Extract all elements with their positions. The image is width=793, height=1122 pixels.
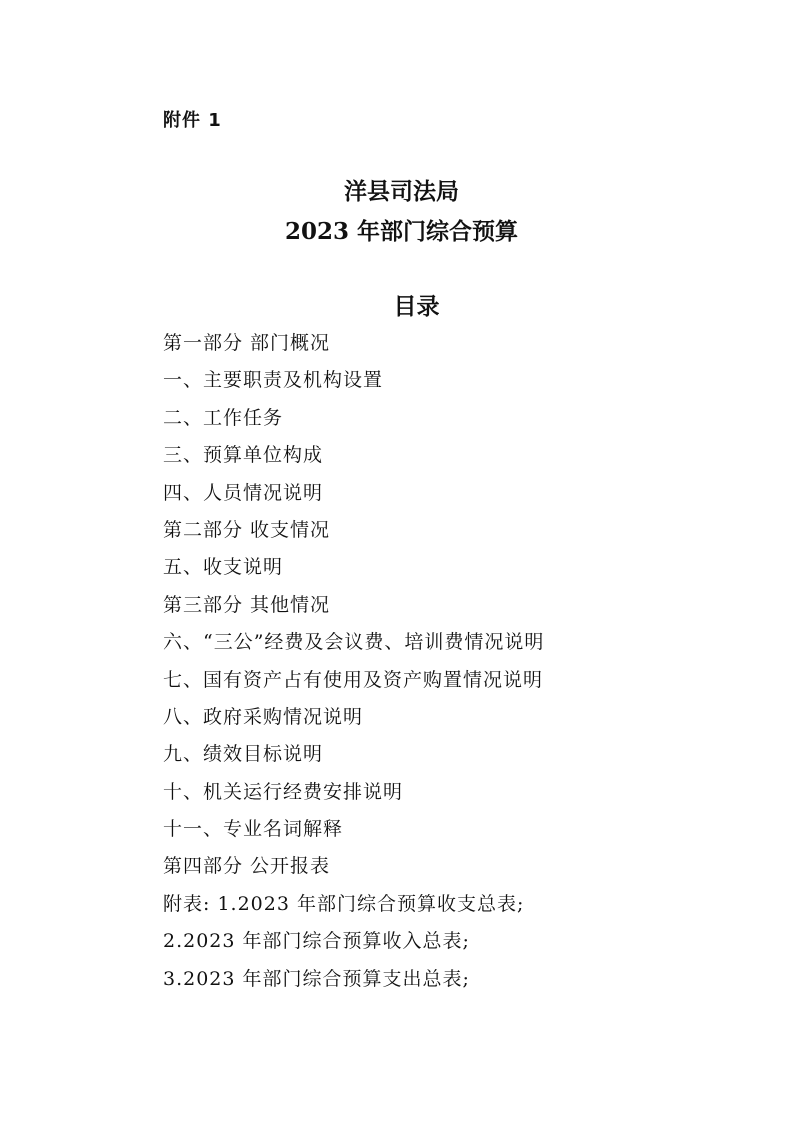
toc-item: 一、主要职责及机构设置	[163, 369, 384, 392]
toc-heading: 目录	[393, 294, 440, 320]
toc-item: 十一、专业名词解释	[163, 818, 344, 841]
toc-item: 3.2023 年部门综合预算支出总表;	[163, 967, 470, 990]
toc-item: 第二部分 收支情况	[163, 518, 331, 541]
toc-item: 九、绩效目标说明	[163, 743, 324, 766]
attachment-label: 附件 1	[163, 110, 222, 131]
toc-item: 四、人员情况说明	[163, 481, 324, 504]
toc-item: 五、收支说明	[163, 556, 284, 579]
toc-item: 第一部分 部门概况	[163, 332, 331, 354]
toc-item: 第四部分 公开报表	[163, 855, 331, 878]
toc-item: 第三部分 其他情况	[163, 593, 331, 616]
toc-item: 六、“三公”经费及会议费、培训费情况说明	[163, 631, 545, 654]
toc-item: 2.2023 年部门综合预算收入总表;	[163, 930, 470, 953]
table-of-contents	[163, 325, 544, 998]
document-title	[0, 172, 793, 252]
toc-item: 二、工作任务	[163, 406, 284, 429]
toc-item: 八、政府采购情况说明	[163, 705, 364, 728]
title-budget: 2023 年部门综合预算	[284, 218, 519, 245]
toc-item: 七、国有资产占有使用及资产购置情况说明	[163, 668, 544, 691]
toc-item: 三、预算单位构成	[163, 444, 324, 467]
toc-item: 附表: 1.2023 年部门综合预算收支总表;	[163, 892, 525, 915]
toc-item: 十、机关运行经费安排说明	[163, 780, 404, 803]
title-agency: 洋县司法局	[344, 178, 459, 205]
